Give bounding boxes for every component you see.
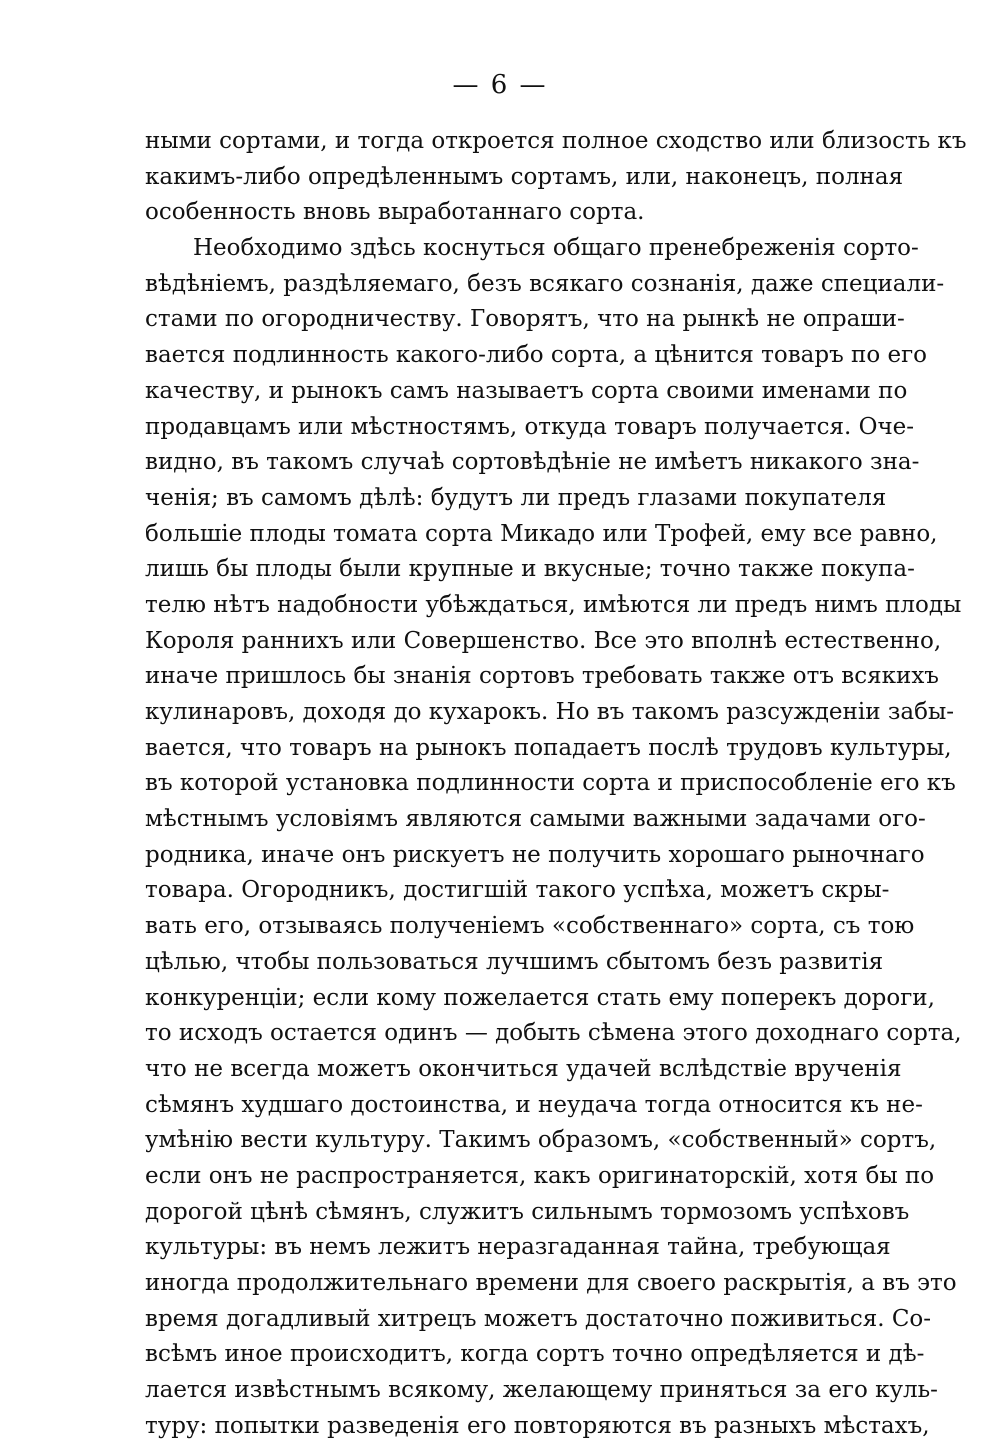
text-line: сѣмянъ худшаго достоинства, и неудача тогда относится къ не- — [145, 1091, 923, 1118]
text-line: телю нѣтъ надобности убѣждаться, имѣются ли предъ нимъ плоды — [145, 591, 962, 618]
text-line: видно, въ такомъ случаѣ сортовѣдѣніе не имѣетъ никакого зна- — [145, 449, 920, 476]
text-line: Необходимо здѣсь коснуться общаго пренебреженія сорто- — [193, 235, 919, 262]
text-line: вается подлинность какого-либо сорта, а цѣнится товаръ по его — [145, 342, 928, 369]
text-line: какимъ-либо опредѣленнымъ сортамъ, или, наконецъ, полная — [145, 163, 904, 190]
text-line: товара. Огородникъ, достигшій такого успѣха, можетъ скры- — [145, 877, 890, 904]
text-line: родника, иначе онъ рискуетъ не получить хорошаго рыночнаго — [145, 841, 925, 868]
text-line: умѣнію вести культуру. Такимъ образомъ, «собственный» сортъ, — [145, 1127, 937, 1154]
text-line: вать его, отзываясь полученіемъ «собственнаго» сорта, съ тою — [145, 913, 915, 940]
text-line: въ которой установка подлинности сорта и приспособленіе его къ — [145, 770, 956, 797]
text-line: большіе плоды томата сорта Микадо или Трофей, ему все равно, — [145, 520, 938, 547]
text-line: что не всегда можетъ окончиться удачей вслѣдствіе врученія — [145, 1055, 902, 1082]
body-text — [145, 124, 967, 1444]
text-line: особенность вновь выработаннаго сорта. — [145, 199, 645, 226]
text-line: то исходъ остается одинъ — добыть сѣмена этого доходнаго сорта, — [145, 1020, 962, 1047]
text-line: мѣстнымъ условіямъ являются самыми важными задачами ого- — [145, 806, 926, 833]
text-line: качеству, и рынокъ самъ называетъ сорта своими именами по — [145, 377, 908, 404]
text-line: туру: попытки разведенія его повторяются въ разныхъ мѣстахъ, — [145, 1412, 930, 1439]
text-line: Короля раннихъ или Совершенство. Все это вполнѣ естественно, — [145, 627, 942, 654]
text-line: культуры: въ немъ лежитъ неразгаданная тайна, требующая — [145, 1234, 891, 1261]
text-line: кулинаровъ, доходя до кухарокъ. Но въ такомъ разсужденіи забы- — [145, 699, 955, 725]
text-line: стами по огородничеству. Говорятъ, что на рынкѣ не опраши- — [145, 306, 905, 333]
text-line: всѣмъ иное происходитъ, когда сортъ точно опредѣляется и дѣ- — [145, 1341, 925, 1368]
text-line: вается, что товаръ на рынокъ попадаетъ послѣ трудовъ культуры, — [145, 734, 952, 761]
page-number-header: — 6 — — [452, 70, 548, 100]
text-line: ными сортами, и тогда откроется полное сходство или близость къ — [145, 128, 967, 154]
text-line: если онъ не распространяется, какъ оригинаторскій, хотя бы по — [145, 1162, 935, 1189]
text-line: продавцамъ или мѣстностямъ, откуда товаръ получается. Оче- — [145, 413, 915, 440]
text-line: иногда продолжительнаго времени для своего раскрытія, а въ это — [145, 1270, 957, 1296]
text-line: иначе пришлось бы знанія сортовъ требовать также отъ всякихъ — [145, 663, 939, 690]
text-line: ченія; въ самомъ дѣлѣ: будутъ ли предъ глазами покупателя — [145, 484, 887, 511]
text-line: время догадливый хитрецъ можетъ достаточно поживиться. Со- — [145, 1305, 932, 1332]
text-line: конкуренціи; если кому пожелается стать ему поперекъ дороги, — [145, 984, 935, 1011]
text-line: вѣдѣніемъ, раздѣляемаго, безъ всякаго сознанія, даже специали- — [145, 270, 945, 297]
text-line: лишь бы плоды были крупные и вкусные; точно также покупа- — [145, 556, 915, 583]
text-line: цѣлью, чтобы пользоваться лучшимъ сбытомъ безъ развитія — [145, 948, 884, 975]
text-line: лается извѣстнымъ всякому, желающему приняться за его куль- — [145, 1377, 938, 1404]
text-line: дорогой цѣнѣ сѣмянъ, служитъ сильнымъ тормозомъ успѣховъ — [145, 1198, 910, 1225]
